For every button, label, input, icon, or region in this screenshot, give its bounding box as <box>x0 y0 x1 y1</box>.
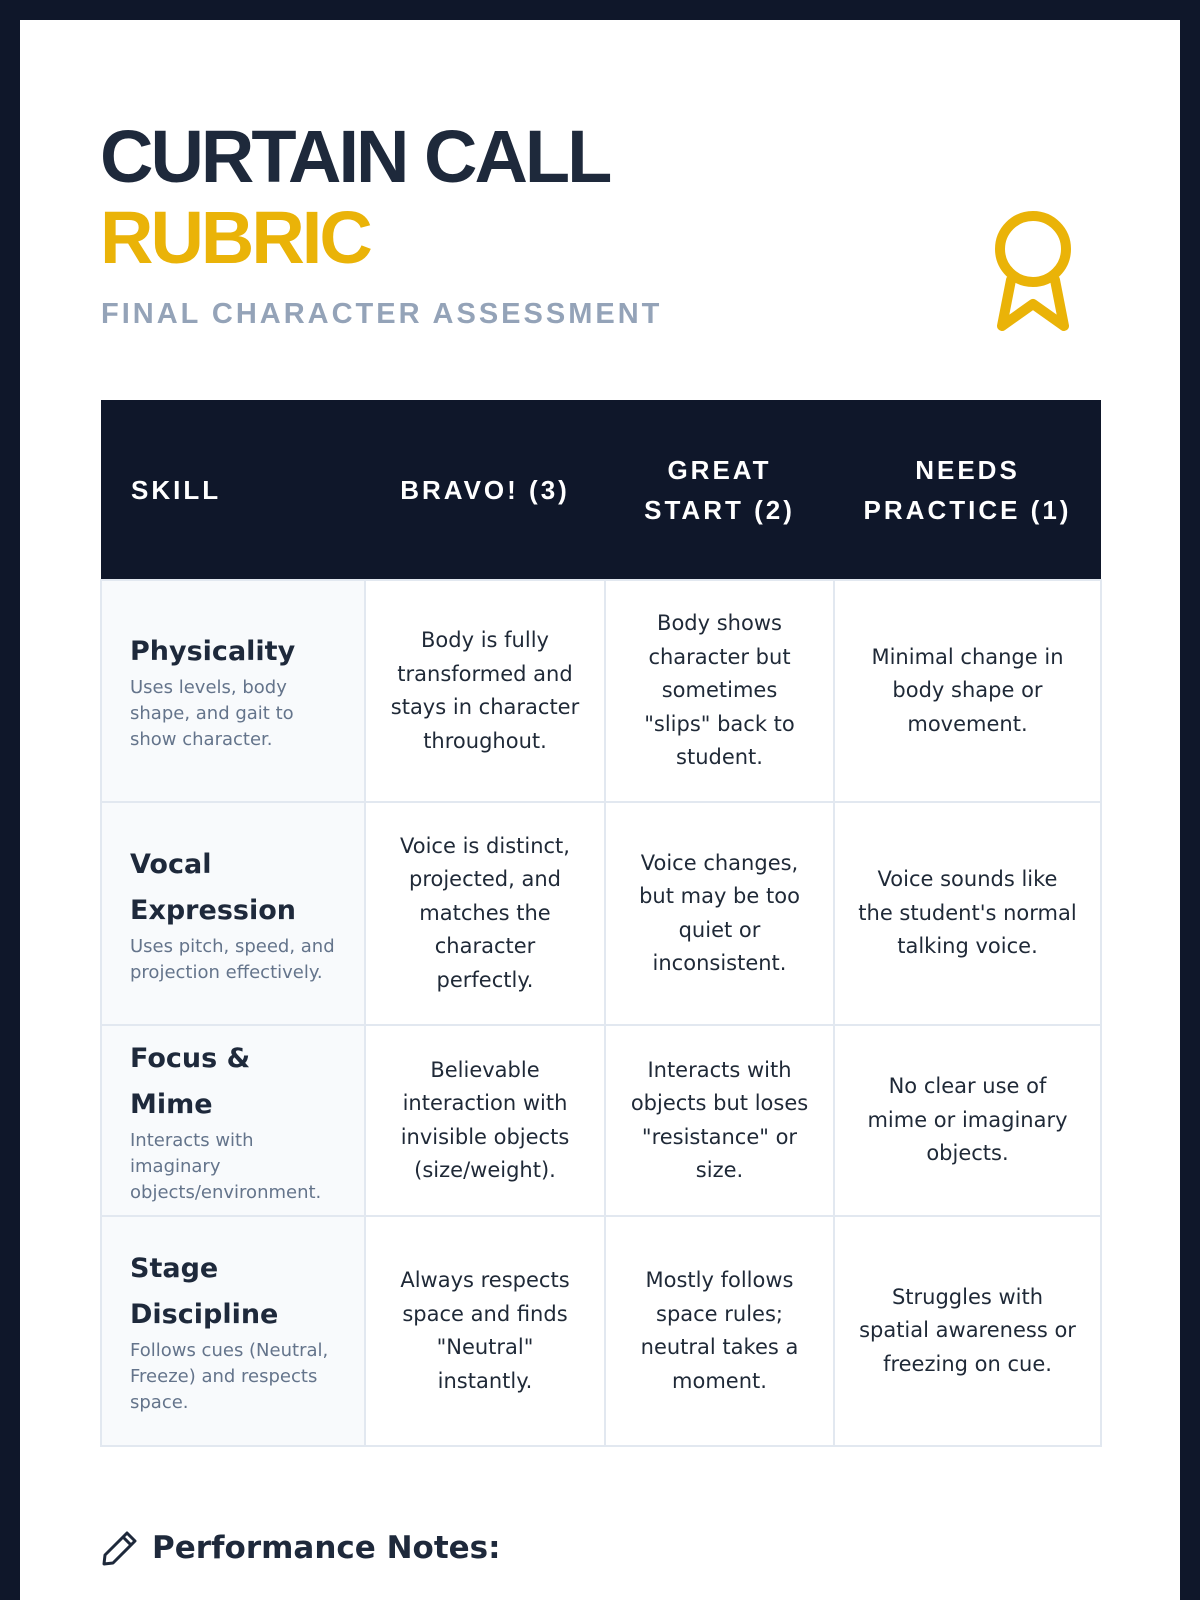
table-row <box>101 802 1101 1025</box>
performance-notes-heading <box>100 1528 501 1568</box>
skill-cell <box>101 1216 365 1446</box>
needs-practice-cell: Minimal change in body shape or movement. <box>834 580 1101 802</box>
bravo-cell: Always respects space and finds "Neutral" instantly. <box>365 1216 605 1446</box>
skill-name: Focus & Mime <box>130 1042 251 1120</box>
skill-description: Uses levels, body shape, and gait to show character. <box>130 677 294 750</box>
skill-name: Stage Discipline <box>130 1253 279 1330</box>
needs-practice-cell: Voice sounds like the student's normal talking voice. <box>834 802 1101 1025</box>
table-row <box>101 1216 1101 1446</box>
skill-description: Uses pitch, speed, and projection effectively. <box>130 935 335 983</box>
bravo-cell: Body is fully transformed and stays in character throughout. <box>365 580 605 802</box>
skill-cell <box>101 802 365 1025</box>
page-title: CURTAIN CALL <box>100 115 610 198</box>
award-ribbon-icon <box>990 208 1086 336</box>
bravo-cell: Believable interaction with invisible objects (size/weight). <box>365 1025 605 1216</box>
table-row <box>101 580 1101 802</box>
skill-description: Follows cues (Neutral, Freeze) and respects space. <box>130 1340 329 1413</box>
great-start-cell: Interacts with objects but loses "resistance" or size. <box>605 1025 834 1216</box>
great-start-cell: Body shows character but sometimes "slips" back to student. <box>605 580 834 802</box>
column-header-bravo: BRAVO! (3) <box>365 400 605 580</box>
needs-practice-cell: No clear use of mime or imaginary objects. <box>834 1025 1101 1216</box>
skill-cell <box>101 580 365 802</box>
skill-name: Vocal Expression <box>130 848 296 926</box>
column-header-skill: SKILL <box>101 400 365 580</box>
table-row <box>101 1025 1101 1216</box>
skill-description: Interacts with imaginary objects/environment. <box>130 1129 322 1203</box>
performance-notes-label: Performance Notes: <box>152 1530 501 1566</box>
bravo-cell: Voice is distinct, projected, and matches the character perfectly. <box>365 802 605 1025</box>
skill-name: Physicality <box>130 636 296 667</box>
page-subtitle: FINAL CHARACTER ASSESSMENT <box>101 298 663 330</box>
rubric-header-row <box>101 400 1101 580</box>
great-start-cell: Mostly follows space rules; neutral takes a moment. <box>605 1216 834 1446</box>
pencil-icon <box>100 1528 140 1568</box>
skill-cell <box>101 1025 365 1216</box>
column-header-needs-practice: NEEDS PRACTICE (1) <box>834 400 1101 580</box>
column-header-great-start: GREAT START (2) <box>605 400 834 580</box>
rubric-sheet <box>20 20 1180 1600</box>
great-start-cell: Voice changes, but may be too quiet or inconsistent. <box>605 802 834 1025</box>
page-title-accent: RUBRIC <box>100 196 370 279</box>
needs-practice-cell: Struggles with spatial awareness or freezing on cue. <box>834 1216 1101 1446</box>
rubric-table <box>100 400 1102 1447</box>
